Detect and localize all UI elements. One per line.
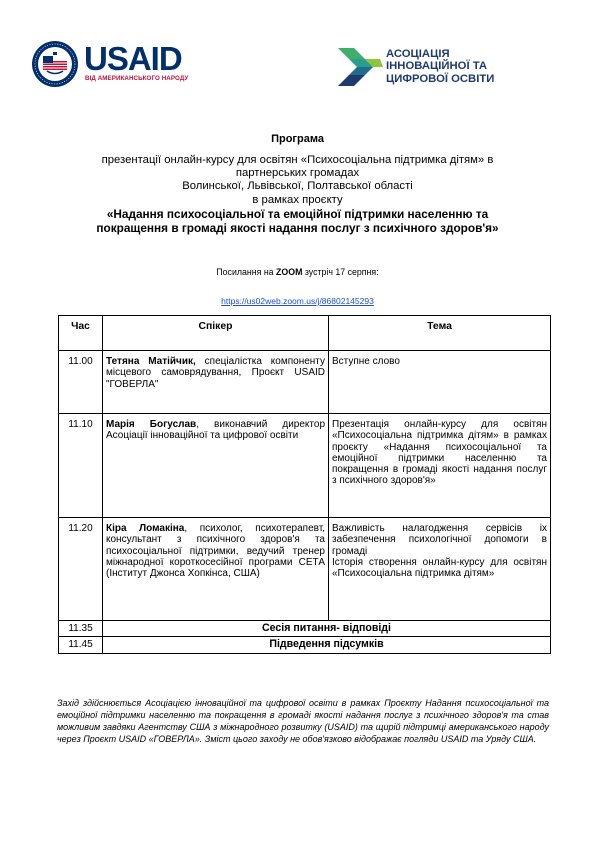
association-name (386, 48, 494, 85)
project-title-line: покращення в громаді якості надання послуг з психічного здоров'я» (96, 220, 499, 235)
program-line: партнерських громадах (235, 167, 360, 180)
row-speaker (103, 518, 329, 621)
speaker-description: , виконавчий директор Асоціації інноваційної та цифрової освіти (106, 419, 325, 442)
association-logo (338, 48, 568, 88)
row-time: 11.45 (59, 637, 103, 653)
zoom-caption-suffix: зустріч 17 серпня: (302, 267, 379, 277)
association-mark-icon (338, 48, 383, 86)
speaker-name: Марія Богуслав (106, 419, 197, 430)
schedule-table (58, 315, 551, 654)
zoom-caption-prefix: Посилання на (216, 267, 277, 277)
zoom-word: ZOOM (276, 267, 303, 277)
disclaimer-note: Захід здійснюється Асоціацією інноваційної та цифрової освіти в рамках Проєкту Надання психосоціальної та емоційної підтримки населенню та покращення в громаді якості надання послуг з психічного здоров'я та став можливим завдяки Агентству США з міжнародного розвитку (USAID) та щирій підтримці американського народу через Проєкт USAID «ГОВЕРЛА». Зміст цього заходу не обов'язково відображає погляди USAID та Уряду США. (57, 698, 549, 745)
row-topic: Вступне слово (329, 351, 551, 414)
row-time: 11.00 (59, 351, 103, 414)
zoom-caption (50, 267, 545, 277)
usaid-seal-icon (31, 40, 79, 88)
speaker-description: , психолог, психотерапевт, консультант з психічного здоров'я та психосоціальної підтримки, ведучий тренер міжнародної короткосесійної програми СЕТА (Інститут Джонса Хопкінса, США) (106, 523, 325, 580)
usaid-logo (31, 40, 201, 88)
program-line: Волинської, Львівської, Полтавської області (182, 180, 413, 193)
table-row (59, 351, 551, 414)
row-speaker (103, 351, 329, 414)
topic-line: Важливість налагодження сервісів іх забезпечення психологічної допомоги в громаді (332, 523, 547, 557)
project-title-line: «Надання психосоціальної та емоційної підтримки населенню та (106, 206, 489, 221)
table-row (59, 414, 551, 518)
speaker-name: Кіра Ломакіна (106, 523, 185, 534)
zoom-link[interactable]: https://us02web.zoom.us/j/86802145293 (221, 296, 374, 306)
association-name-line: ЦИФРОВОЇ ОСВІТИ (386, 72, 495, 85)
row-topic: Презентація онлайн-курсу для освітян «Психосоціальна підтримка дітям» в рамках проєкту «Надання психосоціальної та емоційної підтримки населенню та покращення в громаді якості надання послуг з психічного здоров'я» (329, 414, 551, 518)
program-line: в рамках проєкту (252, 193, 343, 206)
session-label: Підведення підсумків (103, 637, 551, 653)
table-header-row (59, 316, 551, 351)
row-time: 11.20 (59, 518, 103, 621)
row-time: 11.10 (59, 414, 103, 518)
table-row (59, 637, 551, 653)
table-row (59, 621, 551, 637)
topic-line: Історія створення онлайн-курсу для освітян «Психосоціальна підтримка дітям» (332, 556, 547, 580)
program-description (50, 154, 545, 235)
program-title: Програма (271, 133, 324, 145)
row-speaker (103, 414, 329, 518)
row-topic (329, 518, 551, 621)
table-row (59, 518, 551, 621)
row-time: 11.35 (59, 621, 103, 637)
header-time: Час (59, 316, 103, 351)
header-topic: Тема (329, 316, 551, 351)
usaid-wordmark: USAID (84, 40, 182, 77)
speaker-name: Тетяна Матійчик, (106, 356, 196, 367)
program-line: презентації онлайн-курсу для освітян «Психосоціальна підтримка дітям» в (101, 154, 494, 166)
header-speaker: Спікер (103, 316, 329, 351)
association-name-line: ІННОВАЦІЙНОЇ ТА (386, 60, 488, 73)
association-name-line: АСОЦІАЦІЯ (386, 48, 450, 60)
usaid-tagline: ВІД АМЕРИКАНСЬКОГО НАРОДУ (85, 75, 189, 82)
session-label: Сесія питання- відповіді (103, 621, 551, 637)
speaker-description: спеціалістка компоненту місцевого самоврядування, Проєкт USAID "ГОВЕРЛА" (106, 356, 325, 390)
